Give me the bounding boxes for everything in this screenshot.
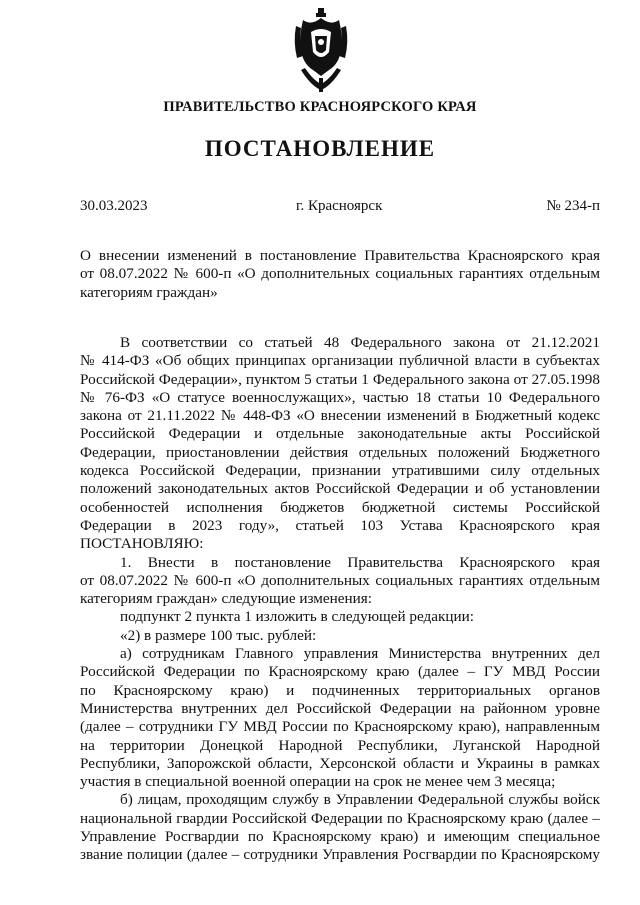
document-subject bbox=[80, 247, 600, 302]
body-line: особенностей исполнения бюджетов бюджетной системы Российской bbox=[80, 498, 600, 516]
subject-line: категориям граждан» bbox=[80, 283, 218, 301]
body-line: Управление Росгвардии по Красноярскому краю) и имеющим специальное bbox=[80, 828, 600, 846]
body-line: Российской Федерации», пунктом 5 статьи 1 Федерального закона от 27.05.1998 bbox=[80, 370, 600, 388]
body-line: «2) в размере 100 тыс. рублей: bbox=[120, 626, 317, 644]
subject-line: от 08.07.2022 № 600-п «О дополнительных социальных гарантиях отдельным bbox=[80, 265, 600, 283]
body-line: положений законодательных актов Российской Федерации и об установлении bbox=[80, 480, 600, 498]
body-line: национальной гвардии Российской Федерации по Красноярскому краю (далее – bbox=[80, 809, 600, 827]
document-body bbox=[80, 334, 600, 865]
body-line: б) лицам, проходящим службу в Управлении Федеральной службы войск bbox=[120, 791, 600, 809]
body-line: категориям граждан» следующие изменения: bbox=[80, 590, 372, 608]
document-city: г. Красноярск bbox=[296, 198, 383, 214]
body-line: № 414-ФЗ «Об общих принципах организации публичной власти в субъектах bbox=[80, 352, 600, 370]
body-line: В соответствии со статьей 48 Федерального закона от 21.12.2021 bbox=[120, 334, 600, 351]
body-line: № 76-ФЗ «О статусе военнослужащих», частью 18 статьи 10 Федерального bbox=[80, 388, 600, 406]
body-line: подпункт 2 пункта 1 изложить в следующей редакции: bbox=[120, 608, 474, 626]
subject-line: О внесении изменений в постановление Правительства Красноярского края bbox=[80, 247, 600, 264]
body-line: звание полиции (далее – сотрудники Управления Росгвардии по Красноярскому bbox=[80, 846, 600, 864]
body-line: Российской Федерации и отдельные законодательные акты Российской bbox=[80, 425, 600, 443]
body-line: ПОСТАНОВЛЯЮ: bbox=[80, 535, 204, 553]
body-line: Министерства внутренних дел Российской Федерации на районном уровне bbox=[80, 699, 600, 717]
document-date: 30.03.2023 bbox=[80, 198, 148, 214]
body-line: от 08.07.2022 № 600-п «О дополнительных социальных гарантиях отдельным bbox=[80, 571, 600, 589]
document-number: № 234-п bbox=[546, 198, 600, 214]
body-line: закона от 21.11.2022 № 448-ФЗ «О внесении изменений в Бюджетный кодекс bbox=[80, 407, 600, 425]
body-line: кодекса Российской Федерации, признании утратившими силу отдельных bbox=[80, 462, 600, 480]
body-line: по Красноярскому краю) и подчиненных территориальных органов bbox=[80, 681, 600, 699]
body-line: а) сотрудникам Главного управления Министерства внутренних дел bbox=[120, 645, 600, 663]
document-type-title: ПОСТАНОВЛЕНИЕ bbox=[204, 136, 436, 161]
body-line: Российской Федерации по Красноярскому краю (далее – ГУ МВД России bbox=[80, 663, 600, 681]
body-line: Республики, Запорожской области, Херсонской области и Украины в рамках bbox=[80, 754, 600, 772]
body-line: Федерации в 2023 году», статьей 103 Устава Красноярского края bbox=[80, 516, 600, 534]
body-line: 1. Внести в постановление Правительства Красноярского края bbox=[120, 553, 600, 571]
organization-title: ПРАВИТЕЛЬСТВО КРАСНОЯРСКОГО КРАЯ bbox=[163, 99, 477, 115]
coat-of-arms-icon bbox=[293, 6, 349, 94]
body-line: на территории Донецкой Народной Республики, Луганской Народной bbox=[80, 736, 600, 754]
body-line: участия в специальной военной операции на срок не менее чем 3 месяца; bbox=[80, 773, 556, 791]
body-line: (далее – сотрудники ГУ МВД России по Красноярскому краю), направленным bbox=[80, 718, 600, 736]
body-line: Федерации, приостановлении действия отдельных положений Бюджетного bbox=[80, 443, 600, 461]
